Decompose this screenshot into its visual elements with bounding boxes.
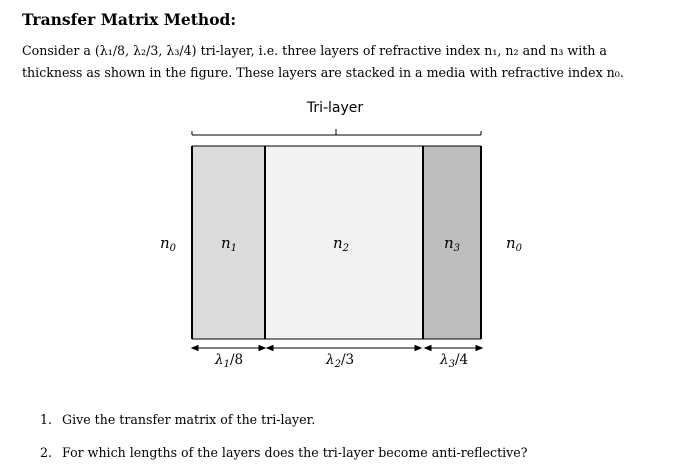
layer-n2-label: $n_2$ — [333, 234, 350, 254]
diagram-title: Tri-layer — [306, 100, 364, 116]
question-list — [40, 410, 660, 476]
layer-n1-label: $n_1$ — [221, 234, 238, 254]
thickness-label-2: $\lambda_2/3$ — [326, 352, 355, 370]
thickness-arrows — [192, 346, 482, 351]
tri-layer-bracket — [192, 129, 481, 135]
media-right-label: $n_0$ — [506, 234, 523, 254]
description-line-2: thickness as shown in the figure. These layers are stacked in a media with refractive index n₀. — [22, 65, 624, 80]
thickness-label-3: $\lambda_3/4$ — [440, 352, 469, 370]
question-number: 2. — [40, 445, 53, 460]
question-item — [40, 410, 660, 443]
question-text: Give the transfer matrix of the tri-layer. — [62, 412, 316, 427]
question-item — [40, 443, 660, 476]
media-left-label: $n_0$ — [160, 234, 177, 254]
problem-heading: Transfer Matrix Method: — [22, 10, 237, 29]
description-line-1: Consider a (λ₁/8, λ₂/3, λ₃/4) tri-layer, i.e. three layers of refractive index n₁, n₂ and n₃ with a — [22, 43, 607, 58]
question-number: 1. — [40, 412, 53, 427]
thickness-label-1: $\lambda_1/8$ — [215, 352, 244, 370]
question-text: For which lengths of the layers does the tri-layer become anti-reflective? — [62, 445, 528, 460]
layer-n3-label: $n_3$ — [444, 234, 461, 254]
